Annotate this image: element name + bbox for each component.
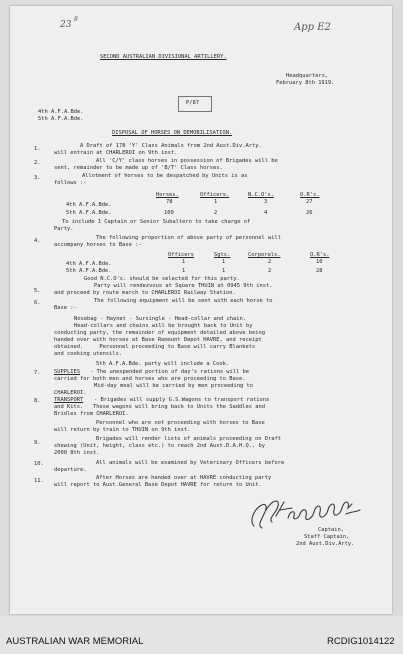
para-7-line: Mid-day meal will be carried by men proceeding to <box>94 383 254 389</box>
handwritten-signature <box>246 492 364 532</box>
table1-cell: 27 <box>306 199 313 205</box>
para-6-line: Base :- <box>54 305 77 311</box>
para-9-number: 9. <box>34 440 41 446</box>
table2-cell: 1 <box>182 268 186 274</box>
equipment-line: Head-collars and chains will be brought back to Unit by <box>74 323 253 329</box>
table2-header-sgts: Sgts. <box>214 252 231 258</box>
para-1-line: will entrain at CHARLEROI on 9th inst. <box>54 150 178 156</box>
table1-cell: 2 <box>214 210 218 216</box>
para-5-number: 5. <box>34 288 41 294</box>
unit-heading: SECOND AUSTRALIAN DIVISIONAL ARTILLERY. <box>100 54 227 60</box>
table2-cell: 2 <box>268 259 272 265</box>
table1-cell: 26 <box>306 210 313 216</box>
table1-header-horses: Horses. <box>156 192 179 198</box>
para-7-label: SUPPLIES <box>54 369 80 375</box>
table1-header-ors: O.R's. <box>300 192 320 198</box>
para-10-number: 10. <box>34 461 44 467</box>
archive-footer <box>0 616 403 654</box>
reference-number: P/87 <box>186 100 199 106</box>
para-5-line: and proceed by route march to CHARLEROI Railway Station. <box>54 290 236 296</box>
table1-row-unit: 4th A.F.A.Bde. <box>66 202 112 208</box>
para-3-number: 3. <box>34 175 41 181</box>
para-11-line: After Horses are handed over at HAVRE conducting party <box>96 475 272 481</box>
equipment-line: and cooking utensils. <box>54 351 123 357</box>
table2-cell: 1 <box>222 268 226 274</box>
table2-header-officers: Officers <box>168 252 194 258</box>
para-11-line: will report to Aust.General Base Depot HAVRE for return to Unit. <box>54 482 262 488</box>
table2-cell: 1 <box>182 259 186 265</box>
table2-cell: 1 <box>222 259 226 265</box>
table1-header-ncos: N.C.O's. <box>248 192 274 198</box>
equipment-line: obtained. Personnel proceeding to Base will carry Blankets <box>54 344 256 350</box>
annotation-page-number: 23 <box>60 20 72 30</box>
para-7-number: 7. <box>34 370 41 376</box>
para-5-line: Party will rendezvous at Square THUIN at 0945 9th inst. <box>94 283 273 289</box>
table1-cell: 78 <box>166 199 173 205</box>
para-6-number: 6. <box>34 300 41 306</box>
para-2-number: 2. <box>34 160 41 166</box>
para-9-line: Brigades will render lists of animals proceeding on Draft <box>96 436 281 442</box>
para-11-number: 11. <box>34 478 44 484</box>
document-date: February 8th 1919. <box>276 80 335 86</box>
table2-row-unit: 4th A.F.A.Bde. <box>66 261 112 267</box>
document-page <box>10 6 392 614</box>
table2-cell: 28 <box>316 268 323 274</box>
para-10-line: All animals will be examined by Veterinary Officers before <box>96 460 285 466</box>
annotation-appendix: App E2 <box>294 22 331 33</box>
table2-note: Good N.C.O's. should be selected for this party. <box>84 276 240 282</box>
annotation-small: 8 <box>74 16 78 23</box>
signatory-rank: Captain, <box>318 527 344 533</box>
table2-header-ors: O.R's. <box>310 252 330 258</box>
cook-note: 5th A.F.A.Bde. party will include a Cook. <box>96 361 230 367</box>
para-4-number: 4. <box>34 238 41 244</box>
addressee-4th-bde: 4th A.F.A.Bde. <box>38 109 84 115</box>
table1-note: To include 1 Captain or Senior Subaltern to take charge of <box>62 219 251 225</box>
table1-header-officers: Officers. <box>200 192 230 198</box>
para-1-line: A Draft of 178 'Y' Class Animals from 2nd Aust.Div.Arty. <box>80 143 262 149</box>
para-9-line: shewing (Unit, height, class etc.) to reach 2nd Aust.D.A.H.Q., by <box>54 443 265 449</box>
table2-cell: 2 <box>268 268 272 274</box>
archive-name: AUSTRALIAN WAR MEMORIAL <box>6 636 144 647</box>
signatory-formation: 2nd Aust.Div.Arty. <box>296 541 355 547</box>
table1-cell: 3 <box>264 199 268 205</box>
table2-cell: 10 <box>316 259 323 265</box>
para-8-line: Bridles from CHARLEROI. <box>54 411 129 417</box>
document-title: DISPOSAL OF HORSES ON DEMOBILISATION. <box>112 130 233 136</box>
table2-row-unit: 5th A.F.A.Bde. <box>66 268 112 274</box>
table1-cell: 1 <box>214 199 218 205</box>
para-10-line: departure. <box>54 467 87 473</box>
headquarters-label: Headquarters, <box>286 73 329 79</box>
para-8-line: Personnel who are not proceeding with horses to Base <box>96 420 265 426</box>
addressee-5th-bde: 5th A.F.A.Bde. <box>38 116 84 122</box>
para-1-number: 1. <box>34 146 41 152</box>
archive-id: RCDIG1014122 <box>327 636 395 647</box>
para-3-line: Allotment of horses to be despatched by Units is as <box>82 173 248 179</box>
para-3-line: follows :- <box>54 180 87 186</box>
para-8-number: 8. <box>34 398 41 404</box>
equipment-line: handed over with horses at Base Remount Depot HAVRE, and receipt <box>54 337 262 343</box>
table1-cell: 4 <box>264 210 268 216</box>
para-8-label: TRANSPORT <box>54 397 84 403</box>
para-7-line: CHARLEROI. <box>54 390 87 396</box>
equipment-line: Nosebag - Haynet - Sursingle - Head-collar and chain. <box>74 316 247 322</box>
table1-note: Party. <box>54 226 74 232</box>
table2-header-corporals: Corporals. <box>248 252 281 258</box>
table1-row-unit: 5th A.F.A.Bde. <box>66 210 112 216</box>
table1-cell: 100 <box>164 210 174 216</box>
signatory-role: Staff Captain, <box>304 534 350 540</box>
equipment-line: conducting party, the remainder of equipment detailed above being <box>54 330 265 336</box>
para-4-line: The following proportion of above party of personnel will <box>96 235 281 241</box>
para-8-line: will return by train to THUIN on 9th inst. <box>54 427 191 433</box>
para-9-line: 2000 8th inst. <box>54 450 100 456</box>
para-6-line: The following equipment will be sent with each horse to <box>94 298 273 304</box>
para-7-line: - The unexpended portion of day's rations will be <box>90 369 250 375</box>
para-8-line: - Brigades will supply G.S.Wagons to transport rations <box>94 397 270 403</box>
para-8-line: and Kits. These wagons will bring back to Units the Saddles and <box>54 404 265 410</box>
para-7-line: carried for both men and horses who are proceeding to Base. <box>54 376 246 382</box>
para-4-line: accompany horses to Base :- <box>54 242 142 248</box>
para-2-line: sent, remainder to be made up of 'B/T' Class horses. <box>54 165 223 171</box>
para-2-line: All 'C/Y' class horses in possession of Brigades will be <box>96 158 278 164</box>
